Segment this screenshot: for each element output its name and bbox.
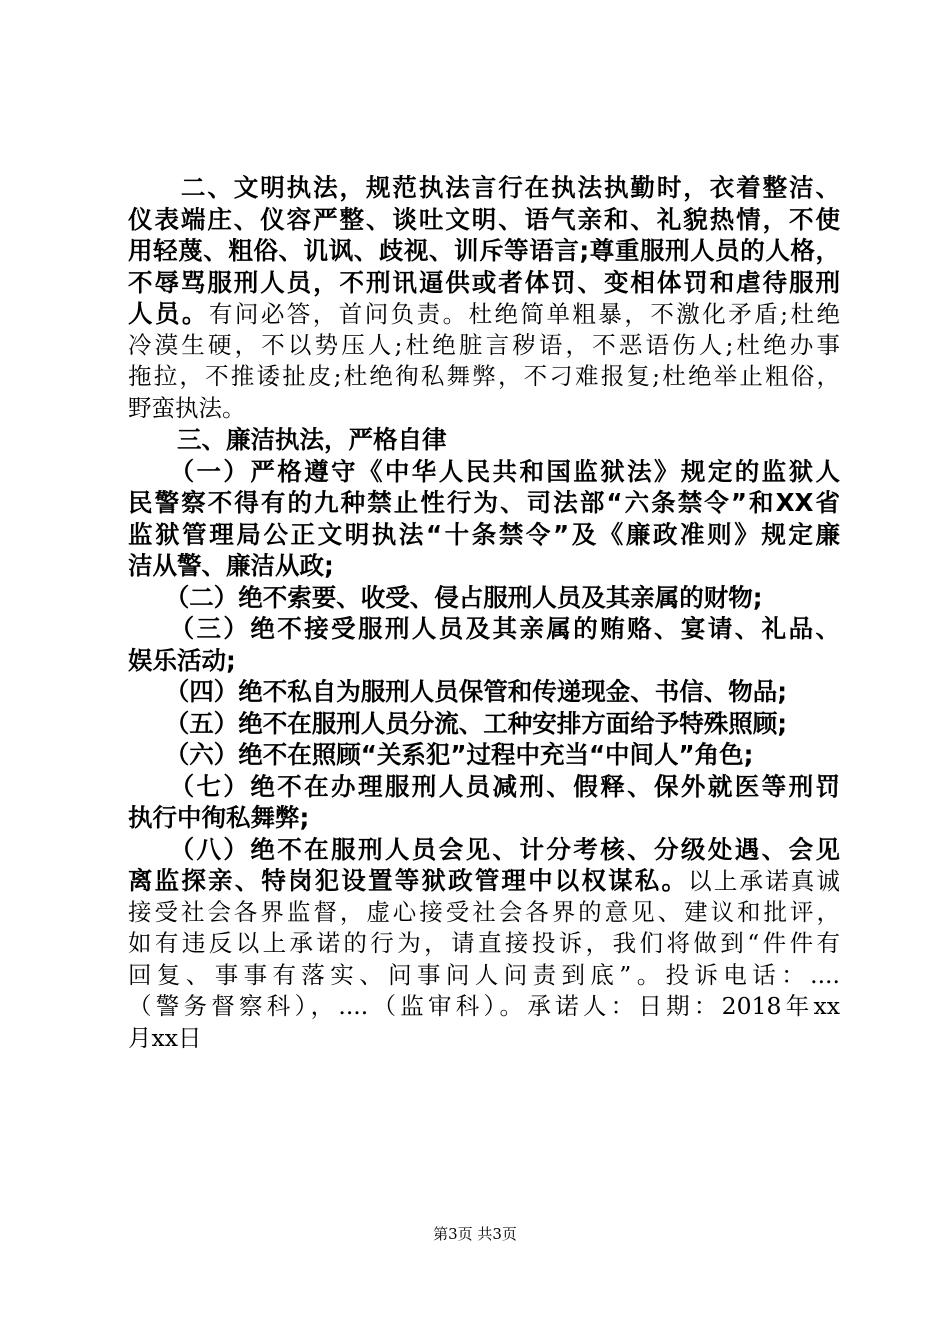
text-segment-bold: 离监探亲、特岗犯设置等狱政管理中以权谋私。 (128, 866, 689, 895)
text-line: （八）绝不在服刑人员会见、计分考核、分级处遇、会见 (128, 834, 840, 864)
text-line: 接受社会各界监督，虚心接受社会各界的意见、建议和批评， (128, 897, 840, 926)
text-line: 二、文明执法，规范执法言行在执法执勤时，衣着整洁、 (128, 173, 840, 202)
text-line: （六）绝不在照顾“关系犯”过程中充当“中间人”角色; (128, 740, 754, 769)
text-line: 仪表端庄、仪容严整、谈吐文明、语气亲和、礼貌热情，不使 (128, 204, 840, 234)
text-line: 娱乐活动; (128, 645, 236, 675)
text-line: 野蛮执法。 (128, 393, 246, 422)
text-line: （四）绝不私自为服刑人员保管和传递现金、书信、物品; (128, 677, 788, 706)
text-line: 月xx日 (128, 1023, 202, 1052)
text-line: （五）绝不在服刑人员分流、工种安排方面给予特殊照顾; (128, 708, 788, 738)
text-segment-bold: 人员。 (128, 299, 209, 328)
text-line: （七）绝不在办理服刑人员减刑、假释、保外就医等刑罚 (128, 771, 840, 801)
text-line: 用轻蔑、粗俗、讥讽、歧视、训斥等语言;尊重服刑人员的人格， (128, 236, 840, 265)
text-line: （一）严格遵守《中华人民共和国监狱法》规定的监狱人 (128, 456, 840, 486)
text-line: 拖拉，不推诿扯皮;杜绝徇私舞弊，不刁难报复;杜绝举止粗俗， (128, 362, 840, 390)
text-line: （二）绝不索要、收受、侵占服刑人员及其亲属的财物; (128, 582, 763, 612)
document-body (128, 172, 840, 1054)
text-line (128, 865, 840, 897)
text-line: 民警察不得有的九种禁止性行为、司法部“六条禁令”和XX省 (128, 488, 840, 517)
text-line (128, 298, 840, 330)
text-line: 不辱骂服刑人员，不刑讯逼供或者体罚、变相体罚和虐待服刑 (128, 267, 840, 297)
page-footer: 第3页 共3页 (433, 1225, 517, 1243)
text-line: 回复、事事有落实、问事问人问责到底”。投诉电话：.... (128, 960, 840, 989)
text-line: 如有违反以上承诺的行为，请直接投诉，我们将做到“件件有 (128, 929, 840, 957)
text-line: 三、廉洁执法，严格自律 (128, 425, 447, 454)
text-line: 监狱管理局公正文明执法“十条禁令”及《廉政准则》规定廉 (128, 519, 840, 549)
text-line: （三）绝不接受服刑人员及其亲属的贿赂、宴请、礼品、 (128, 614, 840, 643)
text-line: 洁从警、廉洁从政; (128, 551, 334, 580)
text-line: 冷漠生硬，不以势压人;杜绝脏言秽语，不恶语伤人;杜绝办事 (128, 330, 840, 359)
text-line: 执行中徇私舞弊; (128, 803, 310, 832)
text-line: （警务督察科），....（监审科）。承诺人：日期：2018年xx (128, 992, 840, 1020)
text-segment-regular: 以上承诺真诚 (688, 867, 841, 895)
text-segment-regular: 有问必答，首问负责。杜绝简单粗暴，不激化矛盾;杜绝 (208, 300, 841, 328)
